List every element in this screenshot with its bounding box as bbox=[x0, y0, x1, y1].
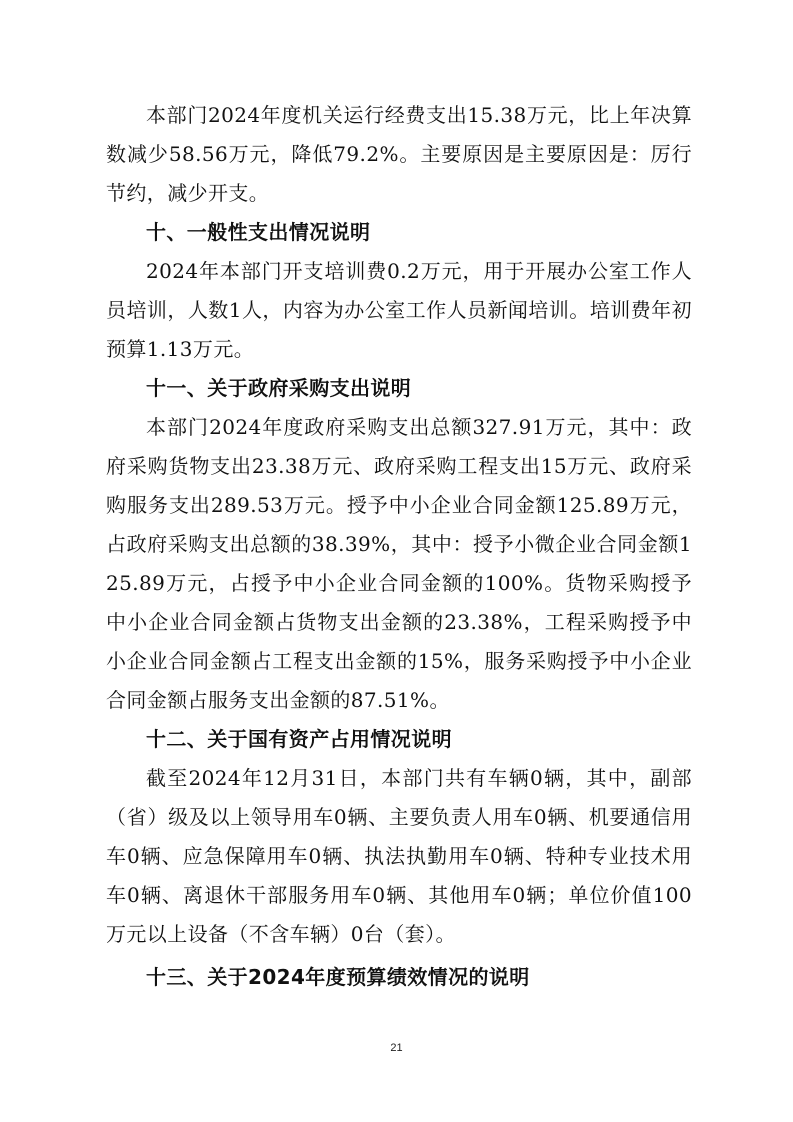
state-assets-paragraph: 截至2024年12月31日，本部门共有车辆0辆，其中，副部（省）级及以上领导用车0辆、主要负责人用车0辆、机要通信用车0辆、应急保障用车0辆、执法执勤用车0辆、特种专业技术用车0辆、离退休干部服务用车0辆、其他用车0辆；单位价值100万元以上设备（不含车辆）0台（套）。 bbox=[106, 766, 692, 946]
section-heading-general-expenditure: 十、一般性支出情况说明 bbox=[146, 220, 371, 244]
page-number: 21 bbox=[390, 1042, 403, 1054]
procurement-paragraph: 本部门2024年度政府采购支出总额327.91万元，其中：政府采购货物支出23.38万元、政府采购工程支出15万元、政府采购服务支出289.53万元。授予中小企业合同金额125.89万元，占政府采购支出总额的38.39%，其中：授予小微企业合同金额125.89万元，占授予中小企业合同金额的100%。货物采购授予中小企业合同金额占货物支出金额的23.38%，工程采购授予中小企业合同金额占工程支出金额的15%，服务采购授予中小企业合同金额占服务支出金额的87.51%。 bbox=[106, 415, 692, 712]
section-heading-state-assets: 十二、关于国有资产占用情况说明 bbox=[146, 727, 452, 751]
section-heading-performance: 十三、关于2024年度预算绩效情况的说明 bbox=[146, 965, 530, 989]
section-heading-procurement: 十一、关于政府采购支出说明 bbox=[146, 376, 412, 400]
page-content bbox=[106, 96, 692, 997]
training-expense-paragraph: 2024年本部门开支培训费0.2万元，用于开展办公室工作人员培训，人数1人，内容为办公室工作人员新闻培训。培训费年初预算1.13万元。 bbox=[106, 259, 692, 361]
operating-expense-paragraph: 本部门2024年度机关运行经费支出15.38万元，比上年决算数减少58.56万元，降低79.2%。主要原因是主要原因是：厉行节约，减少开支。 bbox=[106, 103, 692, 205]
